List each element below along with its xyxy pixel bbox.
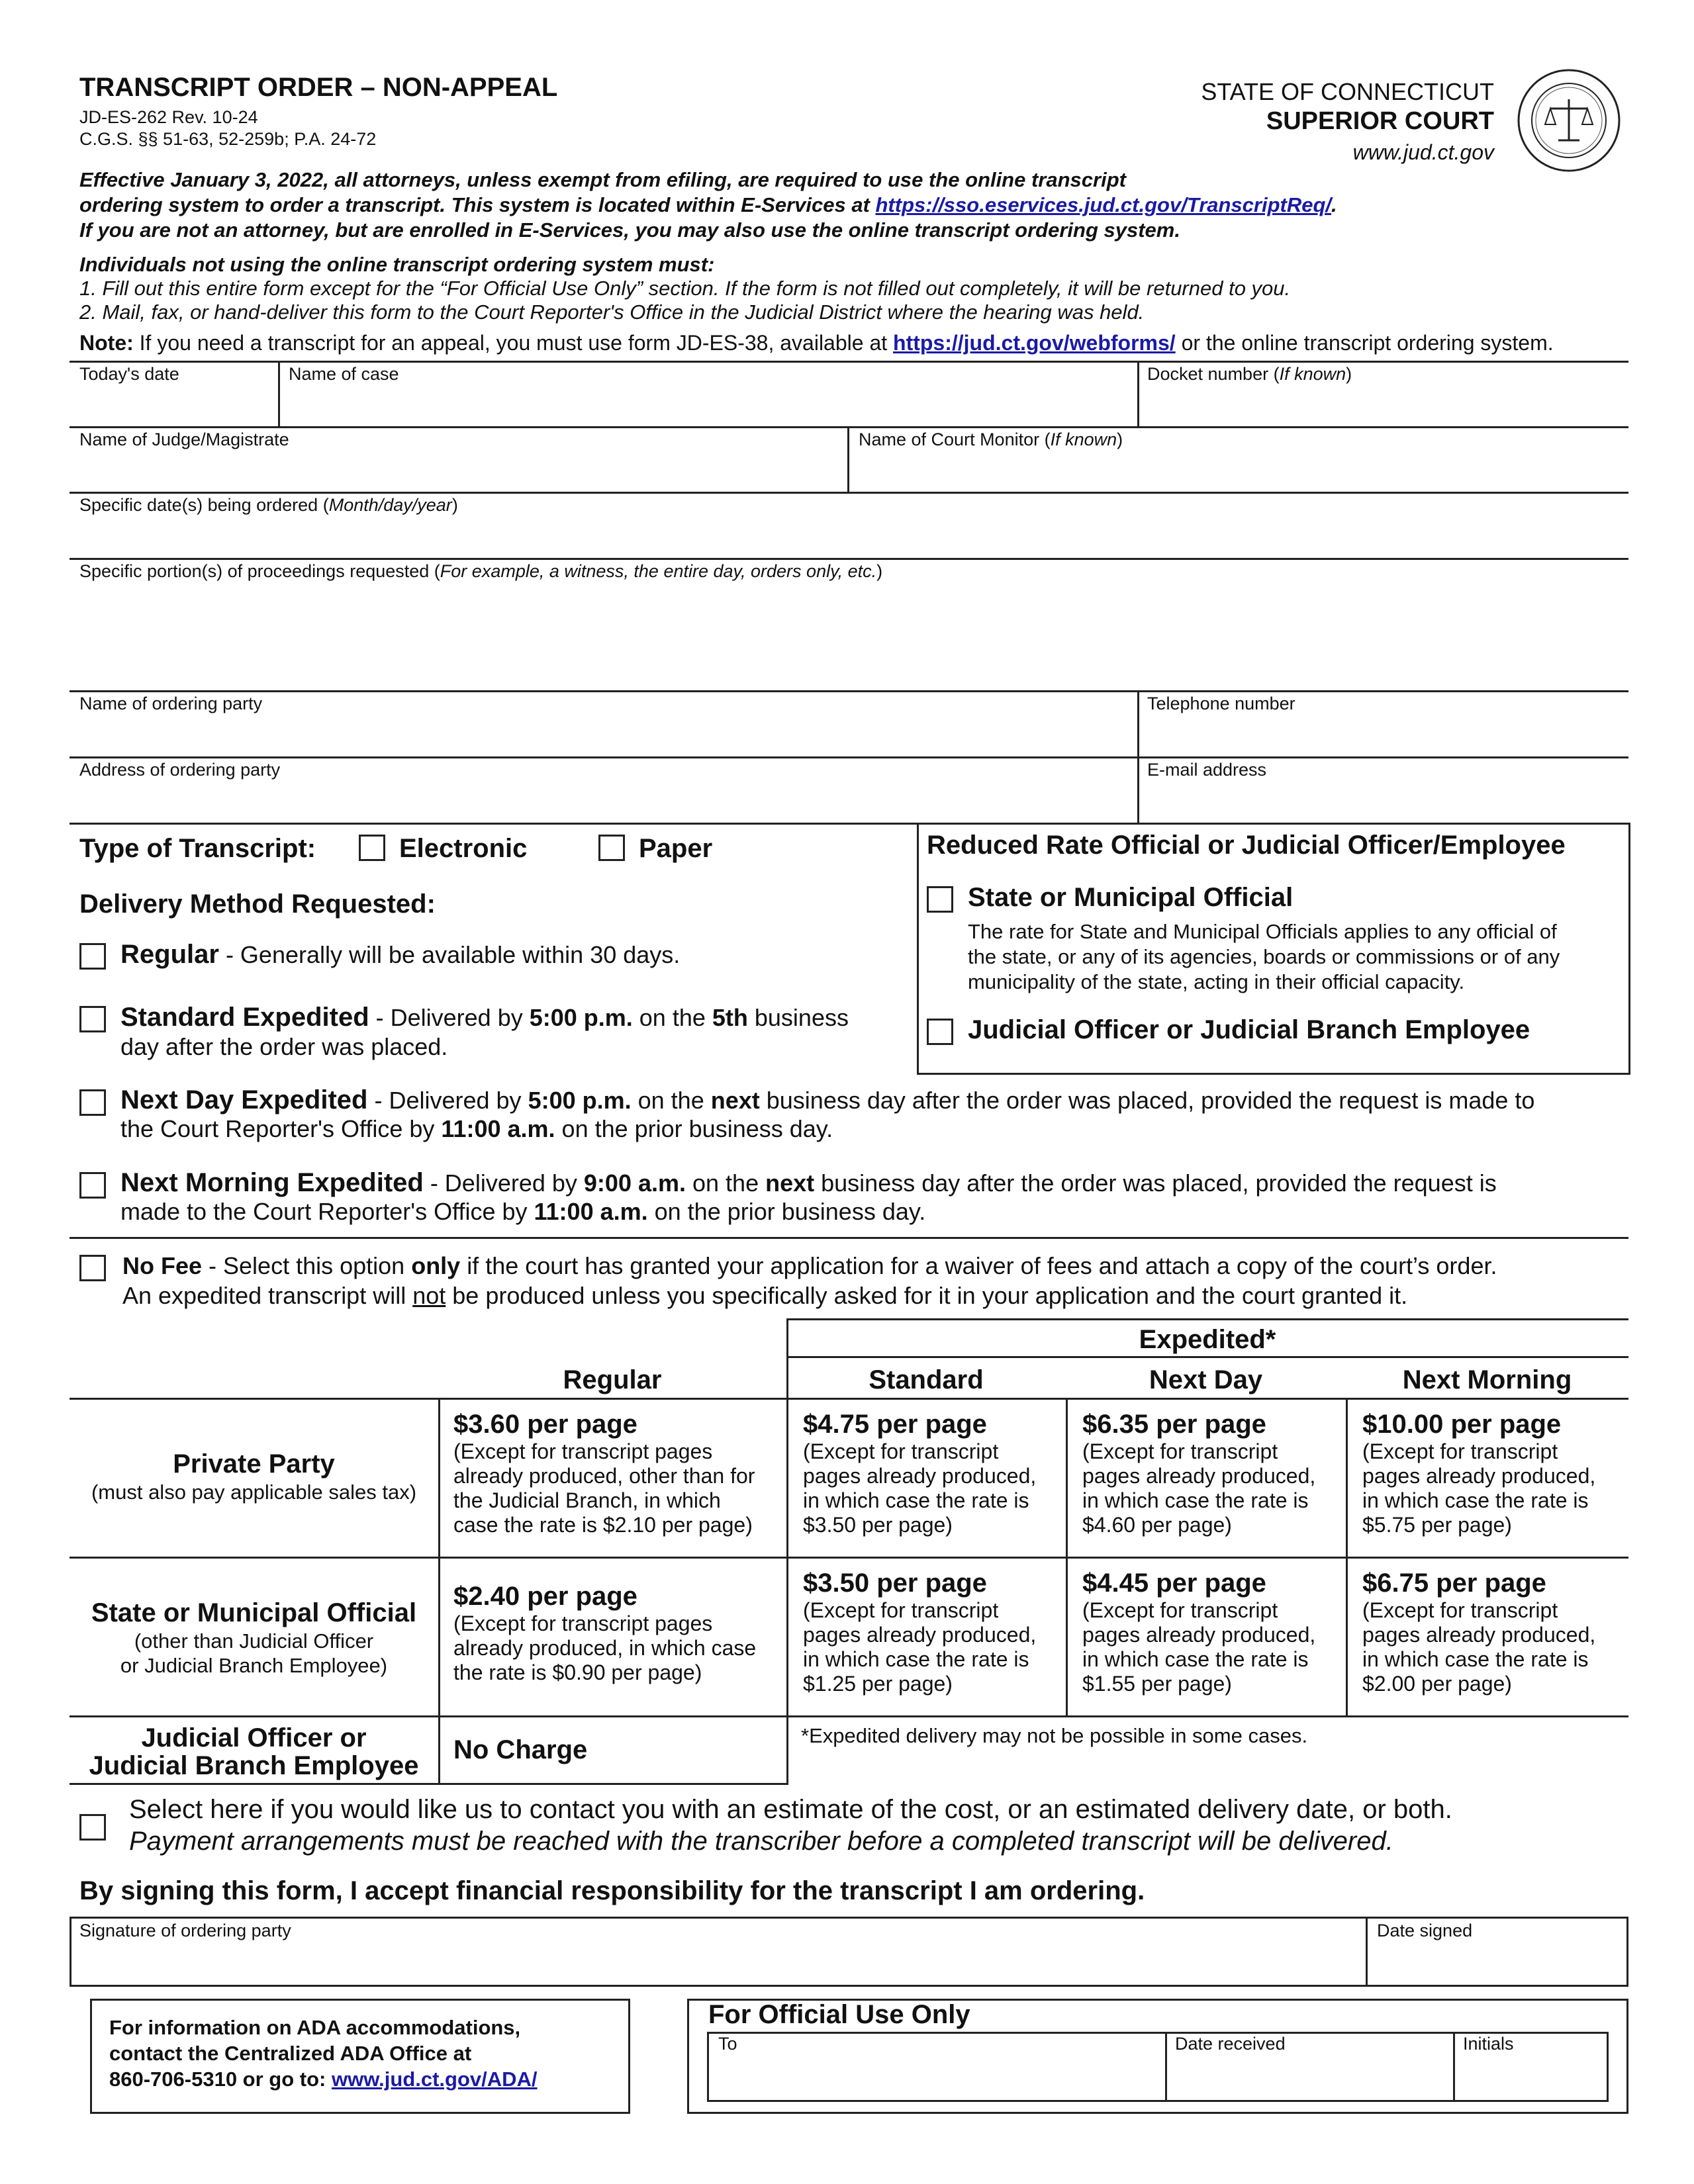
row-judicial-2: Judicial Branch Employee — [89, 1751, 419, 1780]
estimate-line1: Select here if you would like us to contact you with an estimate of the cost, or an estimated delivery date, or both. — [129, 1795, 1452, 1824]
divider — [70, 823, 917, 825]
next-day-line2: the Court Reporter's Office by 11:00 a.m. on the prior business day. — [120, 1115, 833, 1142]
expedited-footnote: *Expedited delivery may not be possible in some cases. — [801, 1724, 1308, 1747]
webforms-link[interactable]: https://jud.ct.gov/webforms/ — [893, 331, 1176, 355]
eservices-link[interactable]: https://sso.eservices.jud.ct.gov/TranscriptReq/ — [875, 193, 1332, 216]
row-state-official-note-1: (other than Judicial Officer — [134, 1629, 374, 1653]
state-official-desc-3: municipality of the state, acting in their official capacity. — [968, 970, 1465, 993]
email-field[interactable]: E-mail address — [1147, 760, 1267, 780]
regular-checkbox[interactable] — [79, 943, 106, 970]
official-to-field[interactable]: To — [718, 2034, 737, 2054]
next-day-option: Next Day Expedited - Delivered by 5:00 p.m. on the next business day after the order was placed, provided the request is made to — [120, 1085, 1535, 1115]
divider — [70, 361, 1628, 363]
portions-field[interactable]: Specific portion(s) of proceedings requested (For example, a witness, the entire day, orders only, etc.) — [79, 561, 883, 581]
intro-line3: If you are not an attorney, but are enrolled in E-Services, you may also use the online transcript ordering system. — [79, 218, 1180, 242]
no-charge: No Charge — [453, 1735, 588, 1764]
rate-cell: $6.75 per page (Except for transcript pages already produced, in which case the rate is $2.00 per page) — [1362, 1569, 1596, 1696]
ada-line1: For information on ADA accommodations, — [109, 2016, 521, 2039]
row-private-party: Private Party — [173, 1449, 335, 1479]
intro-line1: Effective January 3, 2022, all attorneys, unless exempt from efiling, are required to use the online transcript — [79, 168, 1126, 191]
no-fee-line2: An expedited transcript will not be produced unless you specifically asked for it in your application and the court granted it. — [122, 1282, 1408, 1309]
ada-line3: 860-706-5310 or go to: www.jud.ct.gov/ADA/ — [109, 2068, 538, 2091]
step-1: 1. Fill out this entire form except for the “For Official Use Only” section. If the form is not filled out completely, it will be returned to you. — [79, 277, 1291, 300]
rate-cell: $4.45 per page (Except for transcript pages already produced, in which case the rate is $1.55 per page) — [1082, 1569, 1316, 1696]
ada-link[interactable]: www.jud.ct.gov/ADA/ — [331, 2068, 538, 2091]
statutes: C.G.S. §§ 51-63, 52-259b; P.A. 24-72 — [79, 129, 377, 149]
state-name: STATE OF CONNECTICUT — [1201, 78, 1494, 105]
ada-line2: contact the Centralized ADA Office at — [109, 2042, 472, 2065]
rate-cell: $2.40 per page (Except for transcript pages already produced, in which case the rate is $0.90 per page) — [453, 1582, 757, 1684]
divider — [70, 1237, 1628, 1239]
signature-field[interactable]: Signature of ordering party — [79, 1921, 291, 1940]
rate-cell: $6.35 per page (Except for transcript pages already produced, in which case the rate is $4.60 per page) — [1082, 1410, 1316, 1537]
next-morning-option: Next Morning Expedited - Delivered by 9:00 a.m. on the next business day after the order was placed, provided the request is — [120, 1168, 1497, 1197]
signing-statement: By signing this form, I accept financial responsibility for the transcript I am ordering. — [79, 1876, 1145, 1905]
col-next-morning: Next Morning — [1402, 1365, 1572, 1394]
standard-expedited-option: Standard Expedited - Delivered by 5:00 p.m. on the 5th business — [120, 1003, 849, 1032]
address-field[interactable]: Address of ordering party — [79, 760, 281, 780]
divider — [1165, 2032, 1167, 2100]
divider — [1453, 2032, 1455, 2100]
divider — [1366, 1917, 1368, 1985]
divider — [438, 1398, 440, 1784]
dates-ordered-field[interactable]: Specific date(s) being ordered (Month/day/year) — [79, 495, 458, 515]
next-morning-line2: made to the Court Reporter's Office by 11:00 a.m. on the prior business day. — [120, 1198, 926, 1225]
divider — [847, 426, 849, 492]
electronic-label: Electronic — [399, 834, 528, 863]
state-official-checkbox[interactable] — [927, 886, 953, 913]
col-standard: Standard — [869, 1365, 984, 1394]
judicial-seal — [1516, 68, 1622, 173]
standard-expedited-line2: day after the order was placed. — [120, 1033, 448, 1060]
estimate-line2: Payment arrangements must be reached with the transcriber before a completed transcript will be delivered. — [129, 1827, 1393, 1856]
divider — [70, 492, 1628, 494]
judicial-employee-label: Judicial Officer or Judicial Branch Employee — [968, 1015, 1530, 1044]
no-fee-checkbox[interactable] — [79, 1255, 106, 1281]
row-state-official-note-2: or Judicial Branch Employee) — [120, 1654, 388, 1677]
case-name-field[interactable]: Name of case — [289, 364, 399, 384]
regular-option: Regular - Generally will be available within 30 days. — [120, 940, 681, 969]
divider — [70, 1398, 1628, 1400]
rate-cell: $3.60 per page (Except for transcript pages already produced, other than for the Judicial Branch, in which case the rate is $2.10 per page) — [453, 1410, 755, 1537]
telephone-field[interactable]: Telephone number — [1147, 694, 1295, 713]
official-use-heading: For Official Use Only — [708, 2000, 970, 2029]
no-fee-option: No Fee - Select this option only if the court has granted your application for a waiver of fees and attach a copy of the court’s order. — [122, 1252, 1497, 1279]
divider — [70, 756, 1628, 758]
divider — [70, 1783, 788, 1785]
paper-label: Paper — [639, 834, 713, 863]
divider — [1137, 361, 1139, 427]
todays-date-field[interactable]: Today's date — [79, 364, 179, 384]
note: Note: If you need a transcript for an appeal, you must use form JD-ES-38, available at https://jud.ct.gov/webforms/ or the online transcript ordering system. — [79, 331, 1554, 355]
col-regular: Regular — [563, 1365, 662, 1394]
delivery-heading: Delivery Method Requested: — [79, 889, 436, 919]
row-state-official: State or Municipal Official — [91, 1598, 417, 1627]
reduced-rate-heading: Reduced Rate Official or Judicial Officer/Employee — [927, 831, 1566, 860]
must-heading: Individuals not using the online transcript ordering system must: — [79, 253, 715, 276]
court-website: www.jud.ct.gov — [1352, 140, 1494, 164]
docket-number-field[interactable]: Docket number (If known) — [1147, 364, 1352, 384]
form-number: JD-ES-262 Rev. 10-24 — [79, 107, 258, 127]
intro-line2: ordering system to order a transcript. This system is located within E-Services at https://sso.eservices.jud.ct.gov/TranscriptReq/. — [79, 193, 1337, 216]
judge-field[interactable]: Name of Judge/Magistrate — [79, 430, 289, 449]
divider — [278, 361, 280, 427]
rate-cell: $4.75 per page (Except for transcript pages already produced, in which case the rate is $3.50 per page) — [803, 1410, 1037, 1537]
initials-field[interactable]: Initials — [1463, 2034, 1514, 2054]
form-title: TRANSCRIPT ORDER – NON-APPEAL — [79, 73, 558, 102]
rate-cell: $10.00 per page (Except for transcript pages already produced, in which case the rate is $5.75 per page) — [1362, 1410, 1596, 1537]
electronic-checkbox[interactable] — [359, 835, 385, 861]
court-monitor-field[interactable]: Name of Court Monitor (If known) — [859, 430, 1123, 449]
state-official-label: State or Municipal Official — [968, 883, 1294, 912]
date-signed-field[interactable]: Date signed — [1377, 1921, 1473, 1940]
transcript-type-label: Type of Transcript: — [79, 834, 316, 863]
next-day-checkbox[interactable] — [79, 1089, 106, 1116]
standard-expedited-checkbox[interactable] — [79, 1006, 106, 1032]
divider — [786, 1318, 1628, 1320]
state-official-desc-1: The rate for State and Municipal Officials applies to any official of — [968, 920, 1557, 943]
divider — [70, 1715, 1628, 1717]
next-morning-checkbox[interactable] — [79, 1172, 106, 1199]
rate-cell: $3.50 per page (Except for transcript pages already produced, in which case the rate is $1.25 per page) — [803, 1569, 1037, 1696]
col-next-day: Next Day — [1149, 1365, 1263, 1394]
date-received-field[interactable]: Date received — [1175, 2034, 1286, 2054]
row-private-party-note: (must also pay applicable sales tax) — [91, 1480, 417, 1504]
state-official-desc-2: the state, or any of its agencies, boards or commissions or of any — [968, 945, 1560, 968]
ordering-party-field[interactable]: Name of ordering party — [79, 694, 263, 713]
divider — [70, 558, 1628, 560]
expedited-header: Expedited* — [1139, 1325, 1276, 1354]
judicial-employee-checkbox[interactable] — [927, 1019, 953, 1045]
divider — [786, 1356, 1628, 1358]
divider — [70, 690, 1628, 692]
estimate-checkbox[interactable] — [79, 1814, 106, 1841]
divider — [70, 1557, 1628, 1559]
row-judicial-1: Judicial Officer or — [141, 1723, 367, 1752]
court-name: SUPERIOR COURT — [1266, 107, 1494, 135]
step-2: 2. Mail, fax, or hand-deliver this form to the Court Reporter's Office in the Judicial District where the hearing was held. — [79, 300, 1145, 324]
paper-checkbox[interactable] — [598, 835, 625, 861]
